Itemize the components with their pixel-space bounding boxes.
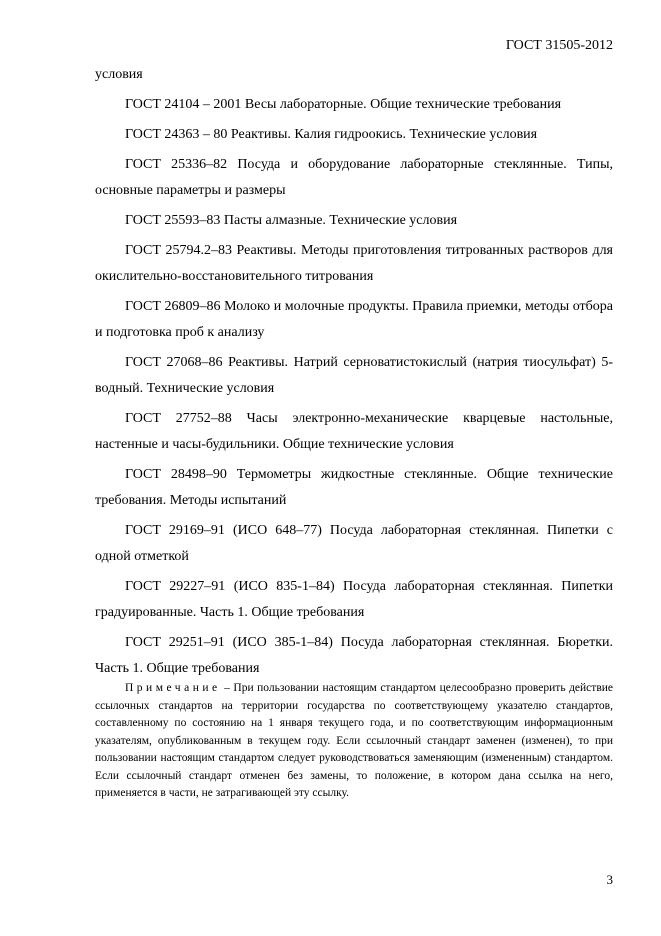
reference-item: ГОСТ 28498–90 Термометры жидкостные стеклянные. Общие технические требования. Методы испытаний — [95, 467, 613, 508]
reference-item: ГОСТ 27752–88 Часы электронно-механические кварцевые настольные, настенные и часы-будильники. Общие технические условия — [95, 411, 613, 452]
note-label: Примечание — [125, 682, 221, 694]
reference-item: ГОСТ 25593–83 Пасты алмазные. Технические условия — [125, 213, 458, 228]
reference-item: ГОСТ 24104 – 2001 Весы лабораторные. Общие технические требования — [125, 97, 562, 112]
reference-item: ГОСТ 24363 – 80 Реактивы. Калия гидроокись. Технические условия — [125, 127, 538, 142]
reference-item: ГОСТ 25336–82 Посуда и оборудование лабораторные стеклянные. Типы, основные параметры и размеры — [95, 157, 613, 198]
page-number: 3 — [606, 872, 613, 887]
reference-item: ГОСТ 29227–91 (ИСО 835-1–84) Посуда лабораторная стеклянная. Пипетки градуированные. Часть 1. Общие требования — [95, 579, 613, 620]
reference-item: ГОСТ 29251–91 (ИСО 385-1–84) Посуда лабораторная стеклянная. Бюретки. Часть 1. Общие требования — [95, 635, 613, 676]
reference-item: ГОСТ 25794.2–83 Реактивы. Методы приготовления титрованных растворов для окислительно-восстановительного титрования — [95, 243, 613, 284]
note-block — [95, 680, 613, 803]
reference-item: ГОСТ 26809–86 Молоко и молочные продукты. Правила приемки, методы отбора и подготовка проб к анализу — [95, 299, 613, 340]
document-code-header: ГОСТ 31505-2012 — [505, 38, 613, 53]
continuation-text: условия — [95, 67, 143, 82]
note-dash: – — [220, 682, 234, 694]
note-text: При пользовании настоящим стандартом целесообразно проверить действие ссылочных стандартов на территории государства по соответствующему указателю стандартов, составленному по состоянию на 1 января текущего года, и по соответствующим информационным указателям, опубликованным в текущем году. Если ссылочный стандарт заменен (изменен), то при пользовании настоящим стандартом следует руководствоваться заменяющим (измененным) стандартом. Если ссылочный стандарт отменен без замены, то положение, в котором дана ссылка на него, применяется в части, не затрагивающей эту ссылку. — [95, 682, 614, 799]
normative-references-list — [95, 62, 613, 686]
reference-item: ГОСТ 27068–86 Реактивы. Натрий серноватистокислый (натрия тиосульфат) 5-водный. Технические условия — [95, 355, 613, 396]
reference-item: ГОСТ 29169–91 (ИСО 648–77) Посуда лабораторная стеклянная. Пипетки с одной отметкой — [95, 523, 613, 564]
